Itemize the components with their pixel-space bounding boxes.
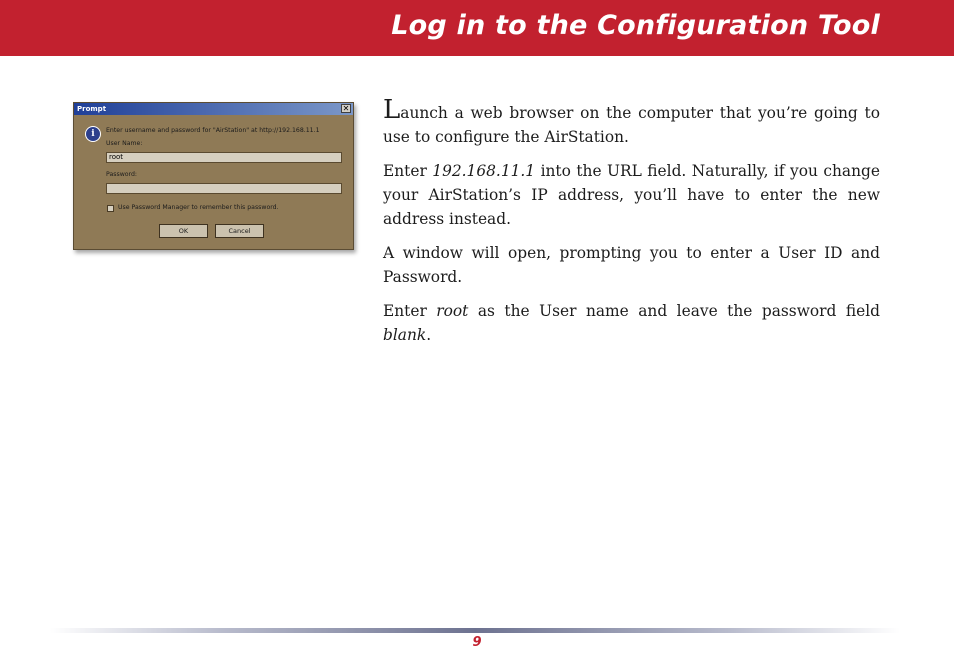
password-input[interactable] xyxy=(106,183,342,194)
dialog-titlebar[interactable] xyxy=(74,103,353,115)
paragraph-enter-root xyxy=(383,299,880,347)
enter-root-text-a: Enter xyxy=(383,302,437,320)
enter-root-text-c: . xyxy=(426,326,432,344)
username-input[interactable]: root xyxy=(106,152,342,163)
enter-ip-text-a: Enter xyxy=(383,162,433,180)
paragraph-enter-ip xyxy=(383,159,880,231)
footer-divider xyxy=(50,628,900,633)
enter-ip-text-b: into the URL field. Naturally, if you change your AirStation’s IP address, you’ll have to enter the new address instead. xyxy=(383,162,880,228)
paragraph-window-open xyxy=(383,241,880,289)
username-label: User Name: xyxy=(106,140,143,147)
ip-address: 192.168.11.1 xyxy=(432,162,536,180)
cancel-button[interactable]: Cancel xyxy=(215,224,264,238)
header-banner xyxy=(0,0,954,56)
instructions xyxy=(383,95,880,357)
window-open-text: A window will open, prompting you to enter a User ID and Password. xyxy=(383,244,880,286)
blank-term: blank xyxy=(383,326,427,344)
dialog-message: Enter username and password for "AirStation" at http://192.168.11.1 xyxy=(106,127,320,134)
dialog-title: Prompt xyxy=(77,105,107,113)
password-label: Password: xyxy=(106,171,137,178)
page-number: 9 xyxy=(472,635,482,650)
enter-root-text-b: as the User name and leave the password field xyxy=(468,302,880,320)
remember-password-label: Use Password Manager to remember this password. xyxy=(118,204,279,211)
login-prompt-dialog xyxy=(73,102,354,250)
close-button[interactable]: ✕ xyxy=(342,104,350,113)
remember-password-checkbox[interactable] xyxy=(107,205,114,212)
ok-button[interactable]: OK xyxy=(159,224,208,238)
launch-text: aunch a web browser on the computer that you’re going to use to configure the AirStation. xyxy=(383,104,880,146)
info-icon: i xyxy=(85,126,101,142)
page-title: Log in to the Configuration Tool xyxy=(391,10,880,41)
root-term: root xyxy=(436,302,469,320)
drop-cap: L xyxy=(383,95,401,125)
paragraph-launch xyxy=(383,95,880,149)
